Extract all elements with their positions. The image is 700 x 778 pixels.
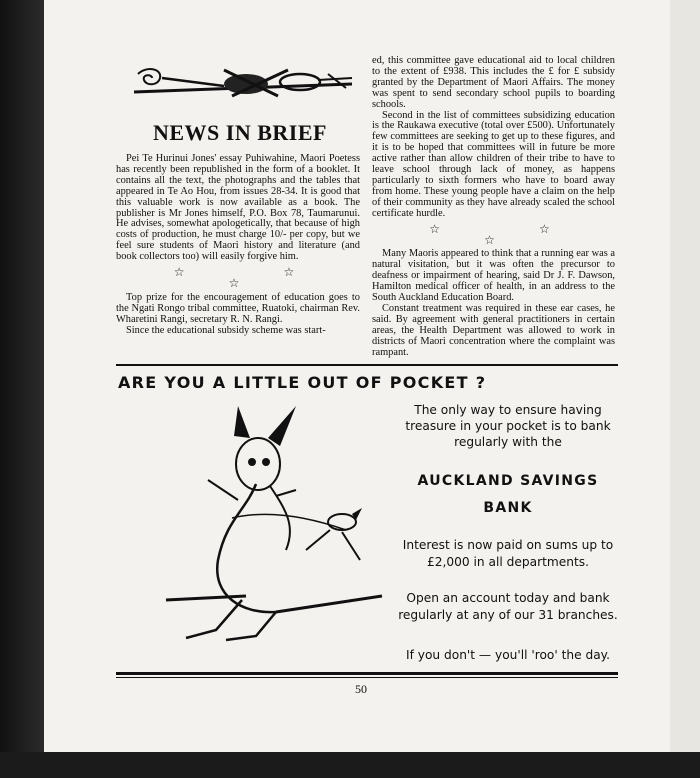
article-right-column	[372, 56, 615, 358]
bank-name: AUCKLAND SAVINGS BANK	[417, 473, 599, 516]
advert-headline: ARE YOU A LITTLE OUT OF POCKET ?	[118, 373, 487, 392]
top-rule	[116, 364, 618, 366]
article-paragraph: Second in the list of committees subsidizing education is the Raukawa executive (total over £500). Unfortunately few committees are seeking to get up to these figures, and it is to be hoped that committees will in future be more active rather than allow children of their tribe to have to leave school through lack of money, as happens particularly to sixth formers who have to board away from home. These young people have a claim on the help of their community as they have already scaled the school certificate hurdle.	[372, 109, 615, 219]
article-paragraph: Constant treatment was required in these ear cases, he said. By agreement with general practitioners in certain areas, the Health Department was allowed to work in districts of Maori concentration where the complaint was rampant.	[372, 302, 615, 358]
article-left-column	[116, 154, 360, 337]
bottom-rule	[116, 672, 618, 675]
article-paragraph: Pei Te Hurinui Jones' essay Puhiwahine, Maori Poetess has recently been republished in the form of a booklet. It contains all the text, the photographs and the tables that appeared in Te Ao Hou, from issues 28-34. It is good that this valuable work is now available as a book. The publisher is Mr Jones himself, P.O. Box 78, Taumarunui. He advises, somewhat apologetically, that because of high costs of production, he must charge 10/- per copy, but we feel sure students of Maori history and literature (and book collectors too) will easily forgive him.	[116, 153, 360, 263]
star-divider: ☆ ☆ ☆	[173, 265, 343, 290]
carved-weapons-illustration	[128, 62, 358, 100]
page-edge	[670, 0, 700, 752]
advert-account: Open an account today and bank regularly at any of our 31 branches.	[398, 591, 618, 622]
article-paragraph: Since the educational subsidy scheme was start-	[126, 324, 326, 336]
star-divider: ☆ ☆ ☆	[429, 221, 598, 247]
advert-interest: Interest is now paid on sums up to £2,000 in all departments.	[402, 538, 614, 569]
advert-intro: The only way to ensure having treasure in your pocket is to bank regularly with the	[405, 403, 611, 449]
article-paragraph: Top prize for the encouragement of education goes to the Ngati Rongo tribal committee, Ruatoki, chairman Rev. Wharetini Rangi, secretary R. N. Rangi.	[116, 291, 360, 325]
article-paragraph: ed, this committee gave educational aid to local children to the extent of £938. This includes the £ for £ subsidy granted by the Department of Maori Affairs. The money was spent to send secondary school pupils to boarding schools.	[372, 55, 615, 110]
scan-edge	[0, 0, 44, 778]
page-number: 50	[355, 682, 367, 696]
article-headline: NEWS IN BRIEF	[153, 120, 327, 145]
kangaroo-illustration	[146, 400, 386, 650]
article-paragraph: Many Maoris appeared to think that a running ear was a natural visitation, but it was often the precursor to deafness or impairment of hearing, said Dr J. F. Dawson, Hamilton medical officer of health, in an address to the South Auckland Education Board.	[372, 248, 615, 304]
advert-tagline: If you don't — you'll 'roo' the day.	[405, 648, 611, 662]
scan-bottom	[0, 752, 700, 778]
bottom-rule	[116, 677, 618, 678]
